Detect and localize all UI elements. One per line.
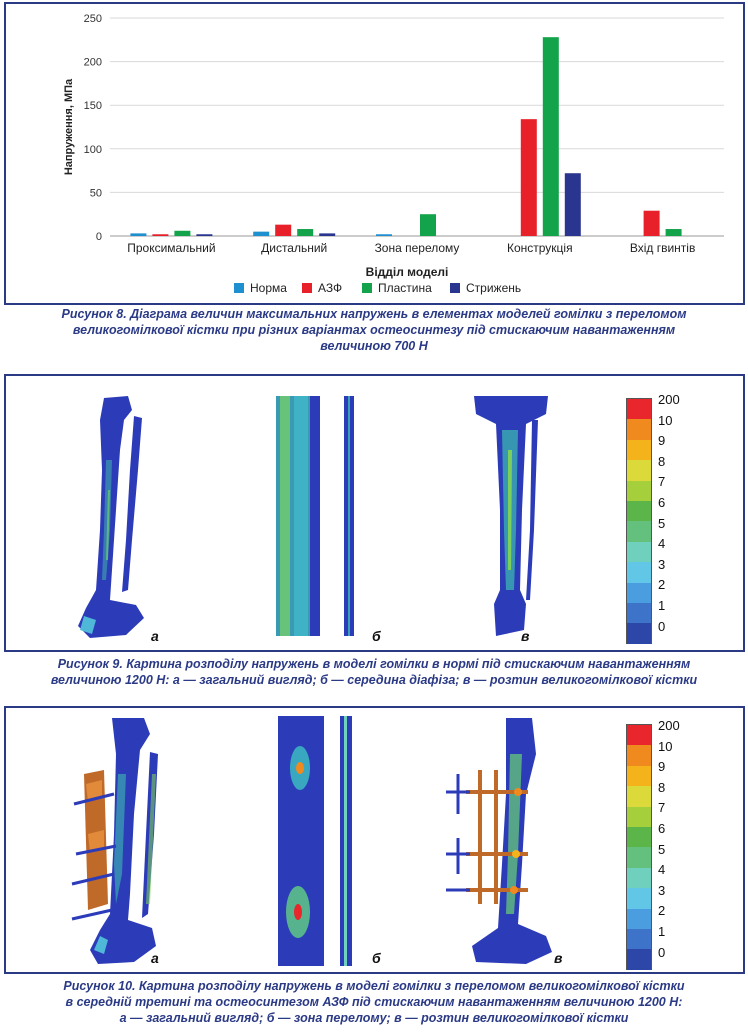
bar-Норма <box>253 232 269 236</box>
scale-band <box>627 909 651 929</box>
legend-swatch <box>362 283 372 293</box>
scale-label: 9 <box>658 759 666 775</box>
scale-band <box>627 623 651 643</box>
figure10-panel-a-image <box>64 714 174 968</box>
x-tick-label: Зона перелому <box>374 241 460 255</box>
scale-label: 7 <box>658 474 666 490</box>
figure9-color-scale <box>626 398 652 644</box>
scale-band <box>627 949 651 969</box>
figure8-caption-line: Рисунок 8. Діаграма величин максимальних напружень в елементах моделей гомілки з переломом <box>61 307 687 321</box>
scale-band <box>627 888 651 908</box>
bar-Пластина <box>666 229 682 236</box>
scale-label: 2 <box>658 903 666 919</box>
scale-band <box>627 745 651 765</box>
legend-swatch <box>302 283 312 293</box>
scale-label: 4 <box>658 862 666 878</box>
scale-band <box>627 929 651 949</box>
scale-band <box>627 807 651 827</box>
bar-Пластина <box>297 229 313 236</box>
scale-label: 1 <box>658 924 666 939</box>
y-axis-label: Напруження, МПа <box>63 78 75 176</box>
y-tick-label: 0 <box>95 231 102 243</box>
y-tick-label: 250 <box>83 13 102 25</box>
figure8-caption-line: великогомілкової кістки при різних варіантах остеосинтезу під стискаючим навантаженням <box>72 323 676 337</box>
scale-label: 2 <box>658 577 666 593</box>
scale-band <box>627 766 651 786</box>
x-tick-label: Вхід гвинтів <box>629 241 696 255</box>
scale-label: 10 <box>658 412 673 428</box>
scale-label: 9 <box>658 433 666 449</box>
scale-band <box>627 562 651 582</box>
figure8-chart <box>6 4 743 303</box>
y-tick-label: 50 <box>89 187 102 200</box>
figure9-panel-a-image <box>66 390 166 640</box>
scale-band <box>627 460 651 480</box>
scale-label: 8 <box>658 779 666 795</box>
scale-band <box>627 521 651 541</box>
bar-Стрижень <box>196 234 212 236</box>
figure9-panel-b-image <box>274 396 364 636</box>
scale-band <box>627 583 651 603</box>
scale-band <box>627 399 651 419</box>
y-tick-label: 150 <box>83 100 102 113</box>
scale-band <box>627 481 651 501</box>
figure9-caption-line: величиною 1200 Н: а — загальний вигляд; б — середина діафіза; в — розтин великогомілкової кістки <box>50 673 698 687</box>
bar-АЗФ <box>521 119 537 236</box>
x-tick-label: Проксимальний <box>127 241 216 255</box>
legend-label: АЗФ <box>318 281 343 295</box>
legend-label: Норма <box>250 281 287 295</box>
bar-АЗФ <box>644 211 660 236</box>
figure9-caption-line: Рисунок 9. Картина розподілу напружень в моделі гомілки в нормі під стискаючим навантаженням <box>57 657 691 671</box>
scale-label: 200 <box>658 392 680 407</box>
bar-АЗФ <box>275 225 291 236</box>
figure10-label-a: а <box>151 950 159 966</box>
figure10-panel-b-image <box>276 716 362 966</box>
bar-АЗФ <box>152 234 168 236</box>
scale-label: 4 <box>658 536 666 552</box>
scale-label: 7 <box>658 800 666 816</box>
bar-Пластина <box>174 231 190 236</box>
figure8-caption-line: величиною 700 Н <box>320 339 428 353</box>
legend-label: Стрижень <box>466 281 522 295</box>
figure10-panel-c-image <box>436 714 566 968</box>
scale-band <box>627 725 651 745</box>
x-tick-label: Дистальний <box>261 241 328 255</box>
figure10-frame <box>4 706 745 974</box>
figure9-label-b: б <box>372 628 381 644</box>
legend-label: Пластина <box>378 281 432 295</box>
scale-label: 8 <box>658 453 666 469</box>
scale-band <box>627 786 651 806</box>
scale-label: 0 <box>658 618 666 634</box>
figure10-caption-line: в середній третині та остеосинтезом АЗФ під стискаючим навантаженням величиною 1200 Н: <box>65 995 683 1009</box>
figure10-caption-line: Рисунок 10. Картина розподілу напружень в моделі гомілки з переломом великогомілкової кістки <box>63 979 685 993</box>
figure9-frame <box>4 374 745 652</box>
scale-band <box>627 603 651 623</box>
legend-swatch <box>450 283 460 293</box>
figure10-caption-line: а — загальний вигляд; б — зона перелому; в — розтин великогомілкової кістки <box>119 1011 629 1025</box>
scale-band <box>627 827 651 847</box>
scale-band <box>627 542 651 562</box>
scale-label: 3 <box>658 882 666 898</box>
scale-label: 6 <box>658 495 666 510</box>
figure8-frame <box>4 2 745 305</box>
bar-Стрижень <box>319 233 335 236</box>
scale-label: 5 <box>658 841 666 857</box>
scale-label: 200 <box>658 718 680 733</box>
scale-label: 5 <box>658 515 666 531</box>
figure9-panel-c-image <box>466 390 556 640</box>
bar-Норма <box>130 233 146 236</box>
scale-label: 6 <box>658 821 666 836</box>
scale-band <box>627 868 651 888</box>
x-axis-label: Відділ моделі <box>365 265 449 279</box>
figure9-caption <box>0 656 748 688</box>
y-tick-label: 200 <box>83 56 102 69</box>
figure10-caption <box>0 978 748 1026</box>
bar-Пластина <box>420 214 436 236</box>
figure10-label-c: в <box>554 950 563 966</box>
bar-Пластина <box>543 37 559 236</box>
bar-Стрижень <box>565 173 581 236</box>
scale-band <box>627 440 651 460</box>
figure9-label-a: а <box>151 628 159 644</box>
y-tick-label: 100 <box>83 143 102 156</box>
scale-label: 1 <box>658 598 666 613</box>
figure9-label-c: в <box>521 628 530 644</box>
scale-band <box>627 847 651 867</box>
figure10-label-b: б <box>372 950 381 966</box>
scale-band <box>627 501 651 521</box>
figure10-color-scale <box>626 724 652 970</box>
scale-label: 10 <box>658 738 673 754</box>
scale-label: 0 <box>658 944 666 960</box>
bar-Норма <box>376 234 392 236</box>
figure8-caption <box>0 306 748 354</box>
scale-band <box>627 419 651 439</box>
x-tick-label: Конструкція <box>506 241 573 255</box>
scale-label: 3 <box>658 556 666 572</box>
legend-swatch <box>234 283 244 293</box>
